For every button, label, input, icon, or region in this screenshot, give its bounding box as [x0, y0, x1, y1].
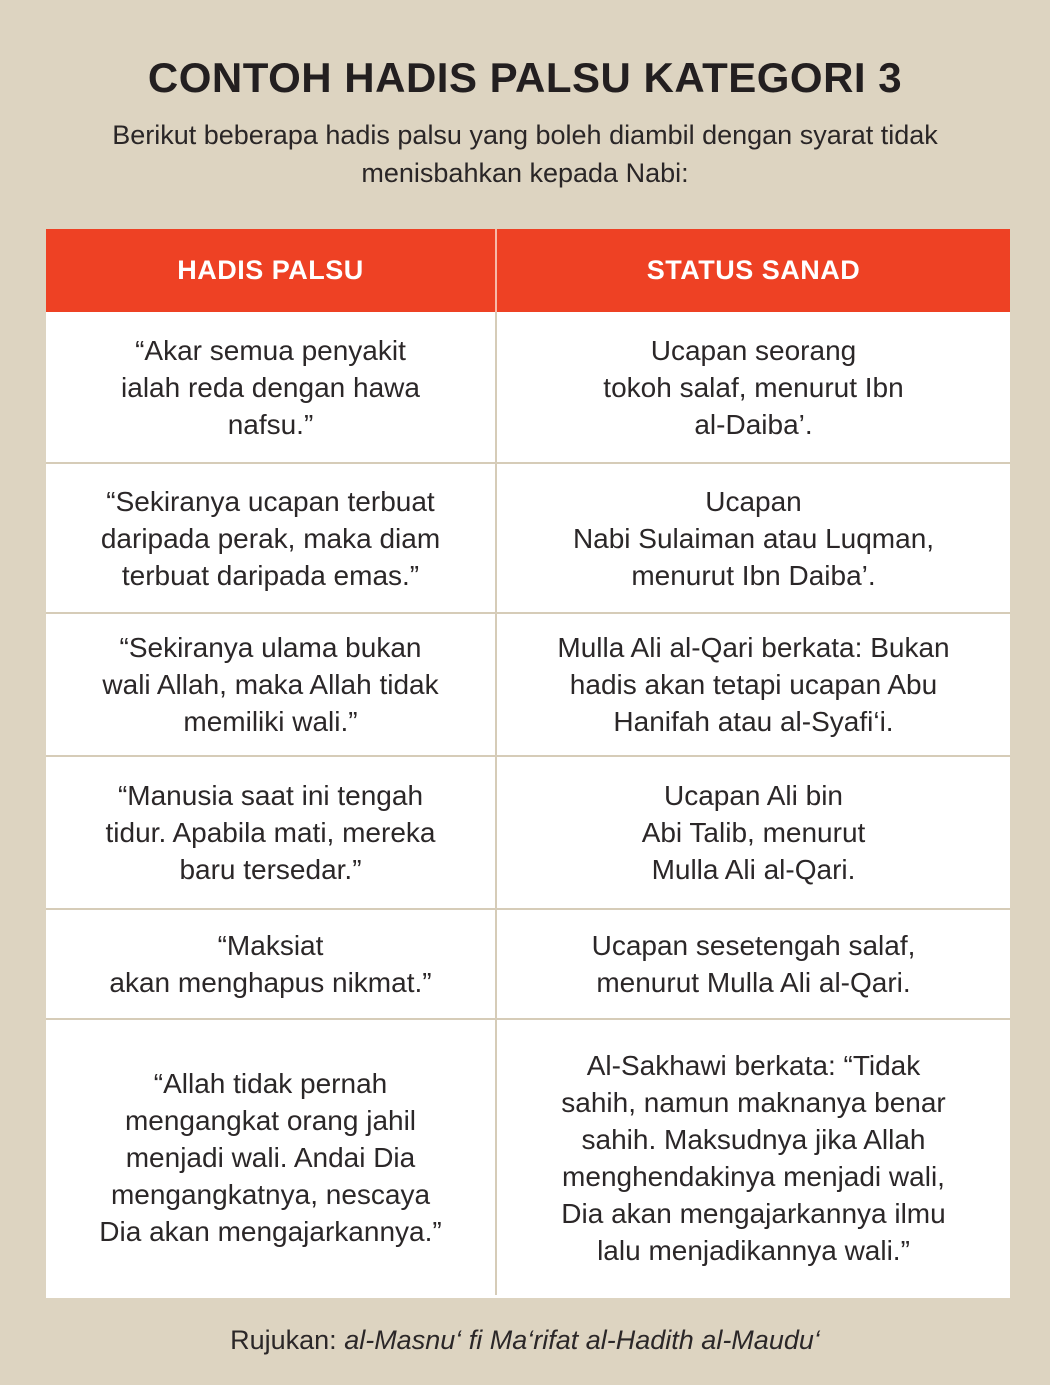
status-cell: Al-Sakhawi berkata: “Tidak sahih, namun maknanya benar sahih. Maksudnya jika Allah menghendakinya menjadi wali, Dia akan mengajarkannya ilmu lalu menjadikannya wali.” [497, 1018, 1010, 1295]
reference-source: al-Masnu‘ fi Ma‘rifat al-Hadith al-Maudu‘ [344, 1325, 820, 1355]
reference-footer [0, 1320, 1050, 1360]
hadis-cell: “Allah tidak pernah mengangkat orang jahil menjadi wali. Andai Dia mengangkatnya, nescaya Dia akan mengajarkannya.” [46, 1018, 495, 1295]
page-title: CONTOH HADIS PALSU KATEGORI 3 [147, 54, 903, 101]
hadis-table [46, 229, 1010, 1298]
page-subtitle [60, 116, 990, 192]
subtitle-line-1: Berikut beberapa hadis palsu yang boleh diambil dengan syarat tidak [112, 120, 938, 150]
hadis-cell: “Maksiat akan menghapus nikmat.” [46, 908, 495, 1018]
header-hadis-palsu: HADIS PALSU [46, 229, 495, 312]
header-status-sanad: STATUS SANAD [497, 229, 1010, 312]
hadis-cell: “Sekiranya ucapan terbuat daripada perak, maka diam terbuat daripada emas.” [46, 462, 495, 612]
status-cell: Mulla Ali al-Qari berkata: Bukan hadis akan tetapi ucapan Abu Hanifah atau al-Syafi‘i. [497, 612, 1010, 755]
status-cell: Ucapan Ali bin Abi Talib, menurut Mulla Ali al-Qari. [497, 755, 1010, 908]
status-cell: Ucapan seorang tokoh salaf, menurut Ibn al-Daiba’. [603, 334, 904, 440]
reference-label: Rujukan: [230, 1325, 345, 1355]
hadis-cell: “Sekiranya ulama bukan wali Allah, maka Allah tidak memiliki wali.” [46, 612, 495, 755]
hadis-cell: “Manusia saat ini tengah tidur. Apabila mati, mereka baru tersedar.” [46, 755, 495, 908]
status-cell: Ucapan Nabi Sulaiman atau Luqman, menurut Ibn Daiba’. [497, 462, 1010, 612]
hadis-cell: “Akar semua penyakit ialah reda dengan hawa nafsu.” [121, 334, 420, 440]
status-cell: Ucapan sesetengah salaf, menurut Mulla Ali al-Qari. [497, 908, 1010, 1018]
subtitle-line-2: menisbahkan kepada Nabi: [361, 158, 689, 188]
